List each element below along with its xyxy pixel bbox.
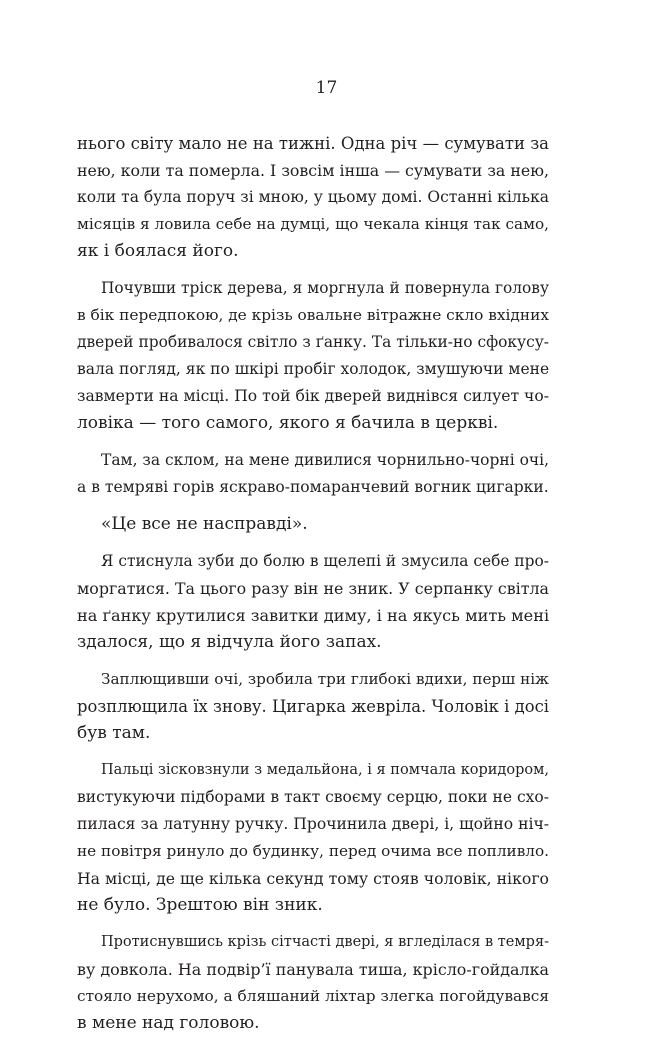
text-line: а в темряві горів яскраво-помаранчевий вогник цигарки.	[77, 478, 549, 496]
paragraph	[77, 511, 549, 538]
text-line: в бік передпокою, де крізь овальне вітражне скло вхідних	[77, 306, 549, 324]
paragraph	[77, 275, 549, 437]
text-line: Там, за склом, на мене дивилися чорнильно-чорні очі,	[101, 451, 549, 469]
body-text	[77, 130, 549, 1047]
page-number: 17	[315, 78, 338, 98]
text-line: ловіка — того самого, якого я бачила в церкві.	[77, 413, 499, 433]
text-line: нею, коли та померла. І зовсім інша — сумувати за нею,	[77, 161, 549, 180]
text-line: був там.	[77, 723, 151, 743]
text-line: На місці, де ще кілька секунд тому стояв чоловік, нікого	[77, 869, 549, 888]
text-line: не повітря ринуло до будинку, перед очима все попливло.	[77, 842, 549, 860]
paragraph	[77, 130, 549, 265]
text-line: вистукуючи підборами в такт своєму серцю, поки не схо-	[77, 788, 549, 806]
text-line: моргатися. Та цього разу він не зник. У серпанку світла	[77, 579, 549, 598]
text-line: дверей пробивалося світло з ґанку. Та тільки-но сфокусу-	[77, 333, 549, 351]
paragraph	[77, 548, 549, 656]
text-line: Почувши тріск дерева, я моргнула й повернула голову	[101, 279, 549, 297]
text-line: коли та була поруч зі мною, у цьому домі. Останні кілька	[77, 188, 549, 206]
text-line: завмерти на місці. По той бік дверей виднівся силует чо-	[77, 387, 549, 405]
text-line: не було. Зрештою він зник.	[77, 895, 323, 915]
paragraph	[77, 757, 549, 919]
text-line: на ґанку крутилися завитки диму, і на якусь мить мені	[77, 606, 550, 625]
paragraph	[77, 447, 549, 501]
text-line: стояло нерухомо, а бляшаний ліхтар злегка погойдувався	[77, 987, 549, 1005]
text-line: місяців я ловила себе на думці, що чекала кінця так само,	[77, 215, 549, 233]
text-line: ву довкола. На подвір’ї панувала тиша, крісло-гойдалка	[77, 960, 549, 979]
text-line: «Це все не насправді».	[101, 514, 308, 534]
text-line: як і боялася його.	[77, 241, 239, 261]
text-line: Пальці зісковзнули з медальйона, і я помчала коридором,	[101, 762, 549, 778]
text-line: розплющила їх знову. Цигарка жевріла. Чоловік і досі	[77, 697, 549, 716]
text-line: в мене над головою.	[77, 1013, 260, 1033]
text-line: Заплющивши очі, зробила три глибокі вдихи, перш ніж	[101, 670, 549, 688]
text-line: нього світу мало не на тижні. Одна річ — сумувати за	[77, 134, 549, 153]
text-line: пилася за латунну ручку. Прочинила двері, і, щойно ніч-	[77, 815, 550, 833]
paragraph	[77, 666, 549, 747]
paragraph	[77, 929, 549, 1037]
text-line: Протиснувшись крізь сітчасті двері, я вгледілася в темря-	[101, 934, 549, 950]
text-line: здалося, що я відчула його запах.	[77, 632, 382, 652]
text-line: Я стиснула зуби до болю в щелепі й змусила себе про-	[101, 552, 549, 570]
text-line: вала погляд, як по шкірі пробіг холодок, змушуючи мене	[77, 360, 550, 378]
